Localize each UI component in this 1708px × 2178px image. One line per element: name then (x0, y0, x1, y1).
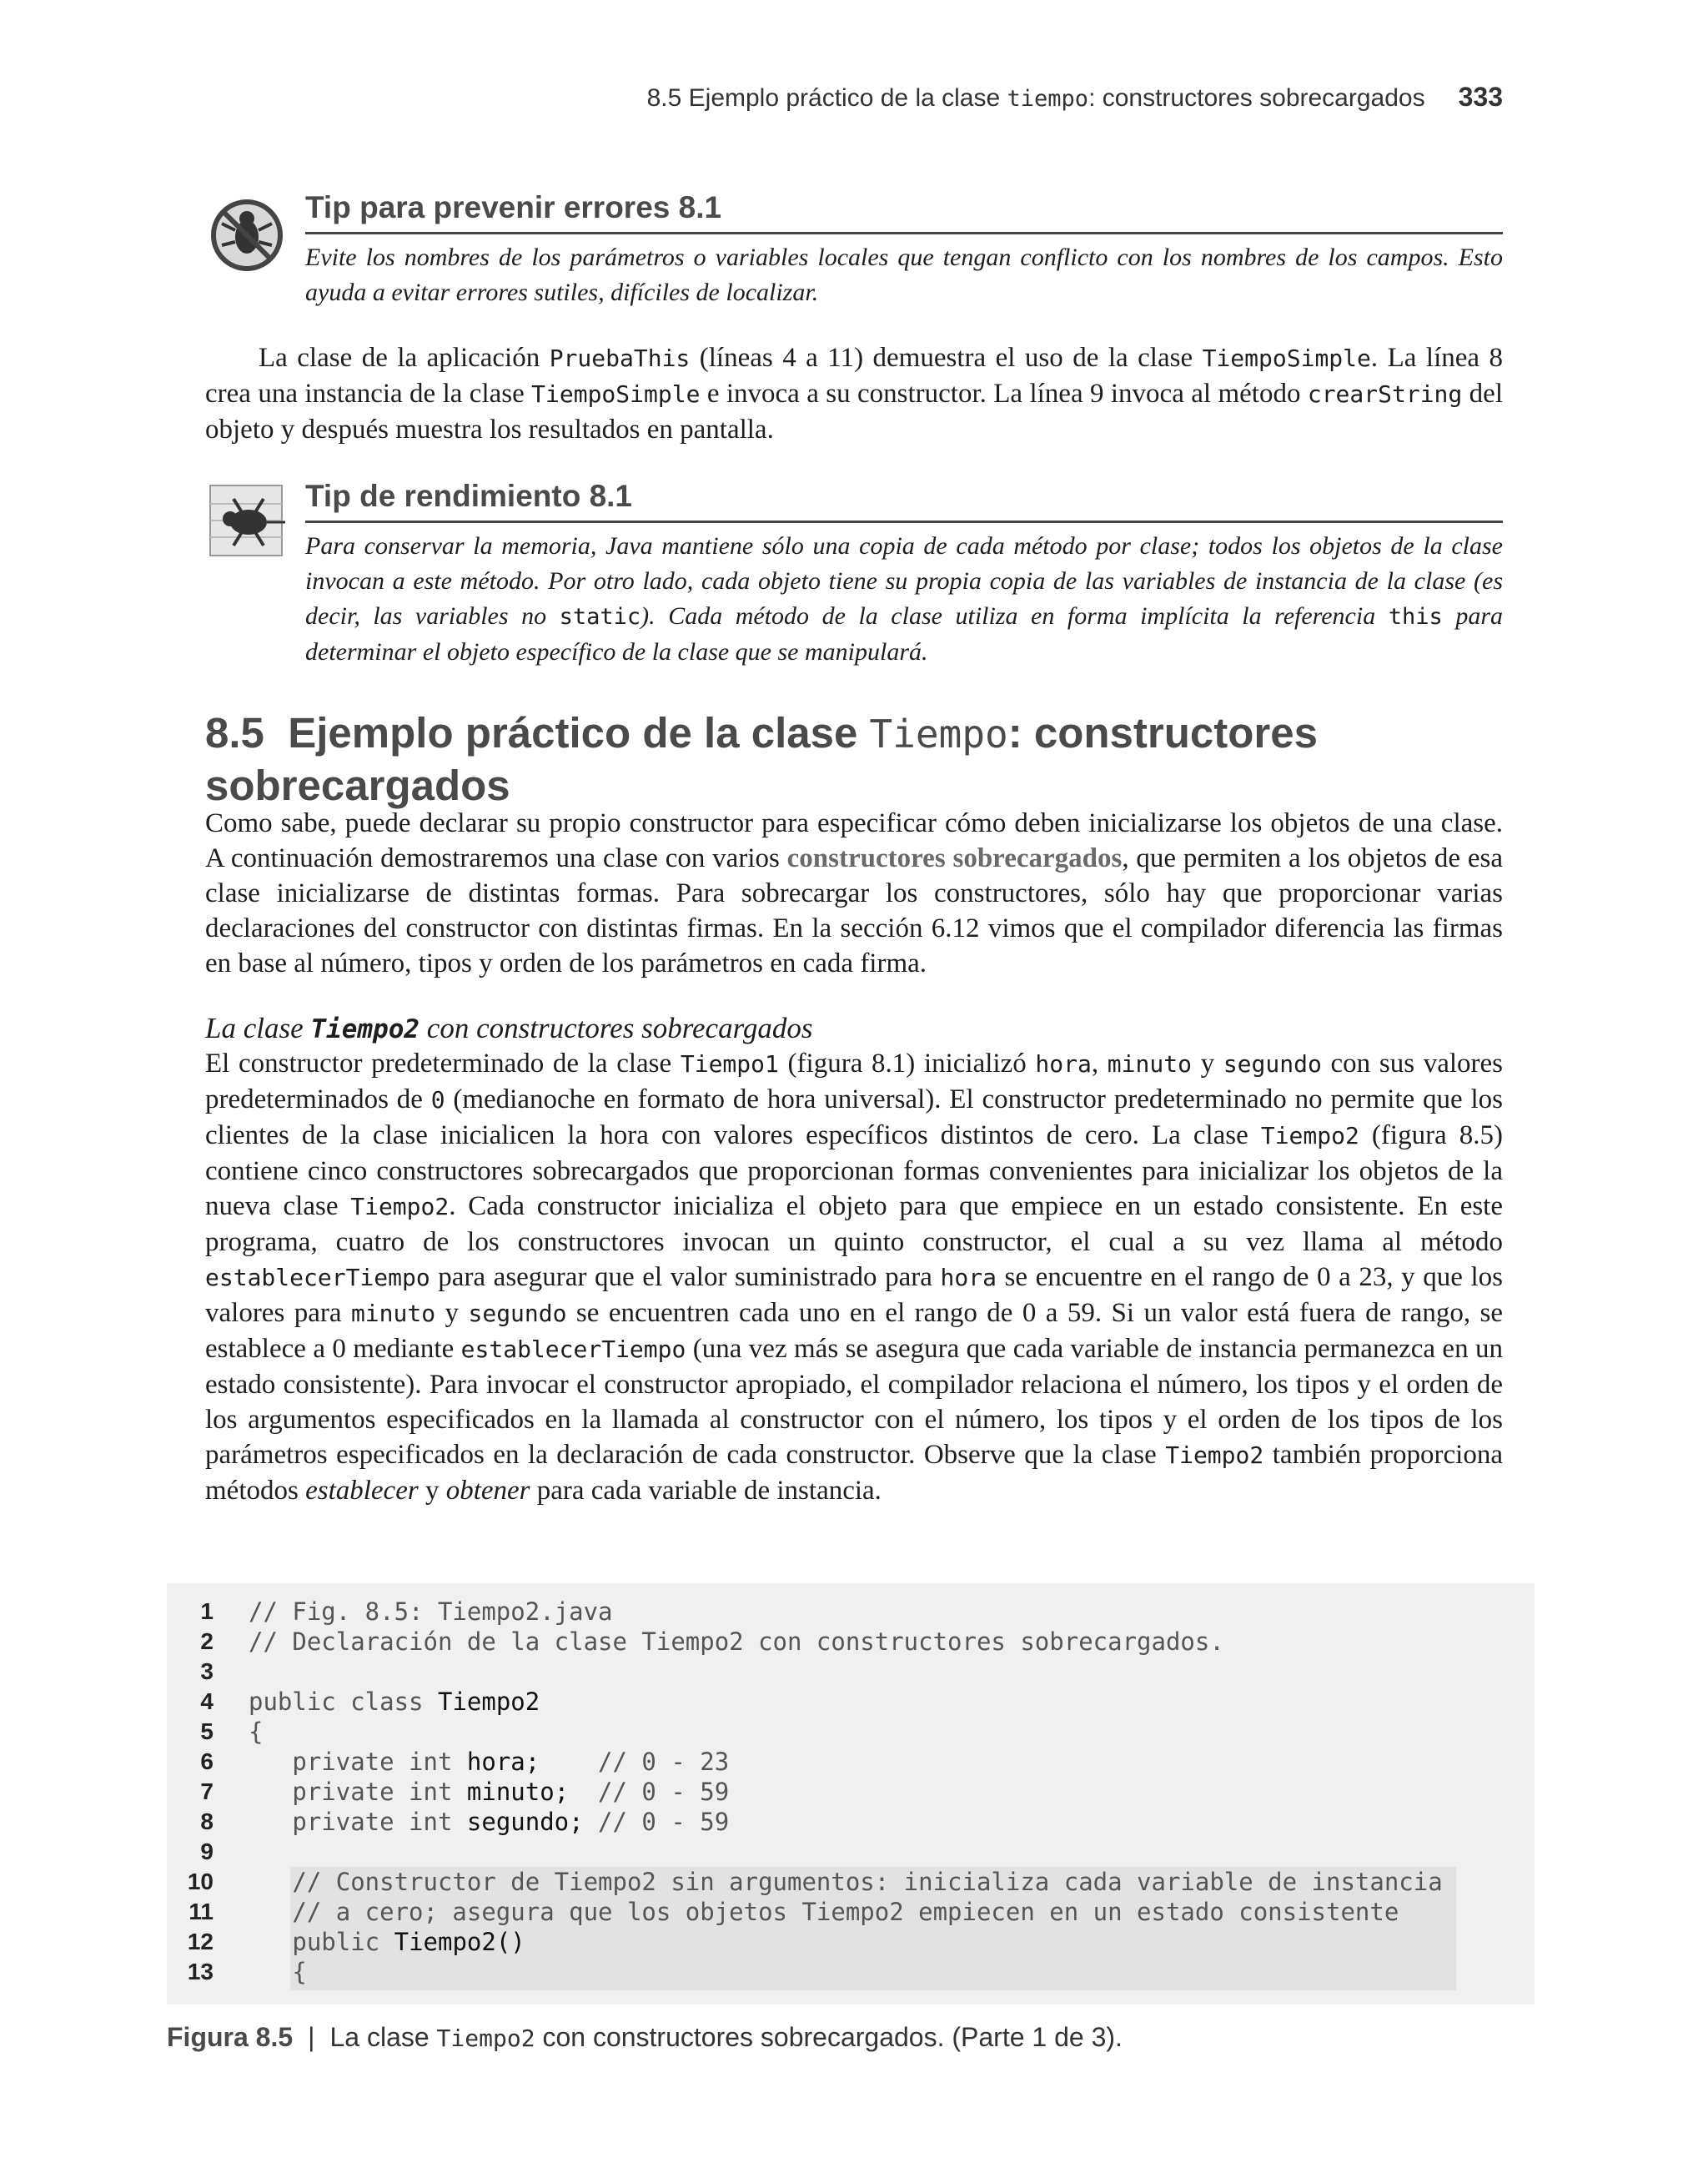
code-line: 10 // Constructor de Tiempo2 sin argumentos: inicializa cada variable de instancia (187, 1868, 1443, 1896)
bug-prohibited-icon (205, 190, 289, 274)
tip-title: Tip para prevenir errores 8.1 (305, 190, 722, 224)
tip-rule (305, 521, 1503, 523)
code-line: 6 private int hora; // 0 - 23 (200, 1748, 730, 1776)
code-line: 13 { (187, 1958, 307, 1986)
performance-bug-icon (205, 479, 289, 562)
code-line: 1 // Fig. 8.5: Tiempo2.java (200, 1597, 613, 1626)
code-line: 5 { (200, 1718, 264, 1746)
tip-rule (305, 232, 1503, 234)
code-line: 4 public class Tiempo2 (200, 1688, 540, 1716)
figure-label: Figura 8.5 (167, 2022, 294, 2052)
code-line: 12 public Tiempo2() (187, 1928, 525, 1956)
tip-text: Evite los nombres de los parámetros o variables locales que tengan conflicto con los nombres de los campos. Esto ayuda a evitar errores sutiles, difíciles de localizar. (305, 244, 1503, 306)
running-head-title: 8.5 Ejemplo práctico de la clase tiempo: constructores sobrecargados (646, 84, 1425, 112)
code-line: 3 (200, 1658, 214, 1684)
paragraph-tiempo2: El constructor predeterminado de la clase Tiempo1 (figura 8.1) inicializó hora, minuto y segundo con sus valores predeterminados de 0 (medianoche en formato de hora universal). El constructor predeterminado no permite que los clientes de la clase inicialicen la hora con valores específicos distintos de cero. La clase Tiempo2 (figura 8.5) contiene cinco constructores sobrecargados que proporcionan formas convenientes para inicializar los objetos de la nueva clase Tiempo2. Cada constructor inicializa el objeto para que empiece en un estado consistente. En este programa, cuatro de los constructores invocan un quinto constructor, el cual a su vez llama al método establecerTiempo para asegurar que el valor suministrado para hora se encuentre en el rango de 0 a 23, y que los valores para minuto y segundo se encuentren cada uno en el rango de 0 a 59. Si un valor está fuera de rango, se establece a 0 mediante establecerTiempo (una vez más se asegura que cada variable de instancia permanezca en un estado consistente). Para invocar el constructor apropiado, el compilador relaciona el número, los tipos y el orden de los argumentos especificados en la llamada al constructor con el número, los tipos y el orden de los tipos de los parámetros especificados en la declaración de cada constructor. Observe que la clase Tiempo2 también proporciona métodos establecer y obtener para cada variable de instancia. (205, 1049, 1504, 1506)
paragraph-pruebathis: La clase de la aplicación PruebaThis (líneas 4 a 11) demuestra el uso de la clase TiempoSimple. La línea 8 crea una instancia de la clase TiempoSimple e invoca a su constructor. La línea 9 invoca al método crearString del objeto y después muestra los resultados en pantalla. (205, 343, 1504, 445)
tip-title: Tip de rendimiento 8.1 (305, 479, 633, 513)
code-line: 11 // a cero; asegura que los objetos Tiempo2 empiecen en un estado consistente (188, 1898, 1399, 1926)
running-head (205, 82, 1503, 118)
subheading: La clase Tiempo2 con constructores sobrecargados (205, 1012, 813, 1044)
section-number: 8.5 (205, 709, 264, 757)
section-heading: 8.5 Ejemplo práctico de la clase Tiempo: constructores sobrecargados (205, 709, 1318, 809)
code-line: 7 private int minuto; // 0 - 59 (200, 1778, 730, 1806)
paragraph-intro: Como sabe, puede declarar su propio constructor para especificar cómo deben inicializarse los objetos de una clase. A continuación demostraremos una clase con varios constructores sobrecargados, que permiten a los objetos de esa clase inicializarse de distintas formas. Para sobrecargar los constructores, sólo hay que proporcionar varias declaraciones del constructor con distintas firmas. En la sección 6.12 vimos que el compilador diferencia las firmas en base al número, tipos y orden de los parámetros en cada firma. (205, 808, 1503, 978)
code-line: 2 // Declaración de la clase Tiempo2 con constructores sobrecargados. (200, 1627, 1224, 1656)
tip-text: Para conservar la memoria, Java mantiene sólo una copia de cada método por clase; todos los objetos de la clase invocan a este método. Por otro lado, cada objeto tiene su propia copia de las variables de instancia de la clase (es decir, las variables no static). Cada método de la clase utiliza en forma implícita la referencia this para determinar el objeto específico de la clase que se manipulará. (305, 532, 1503, 666)
tip-performance (205, 479, 1503, 671)
tip-error-prevention (205, 190, 1503, 307)
page-number: 333 (1458, 82, 1503, 112)
figure-caption: Figura 8.5 | La clase Tiempo2 con constructores sobrecargados. (Parte 1 de 3). (167, 2022, 1123, 2052)
code-line: 9 (200, 1838, 214, 1864)
key-term: constructores sobrecargados (786, 843, 1123, 873)
code-line: 8 private int segundo; // 0 - 59 (200, 1808, 730, 1836)
